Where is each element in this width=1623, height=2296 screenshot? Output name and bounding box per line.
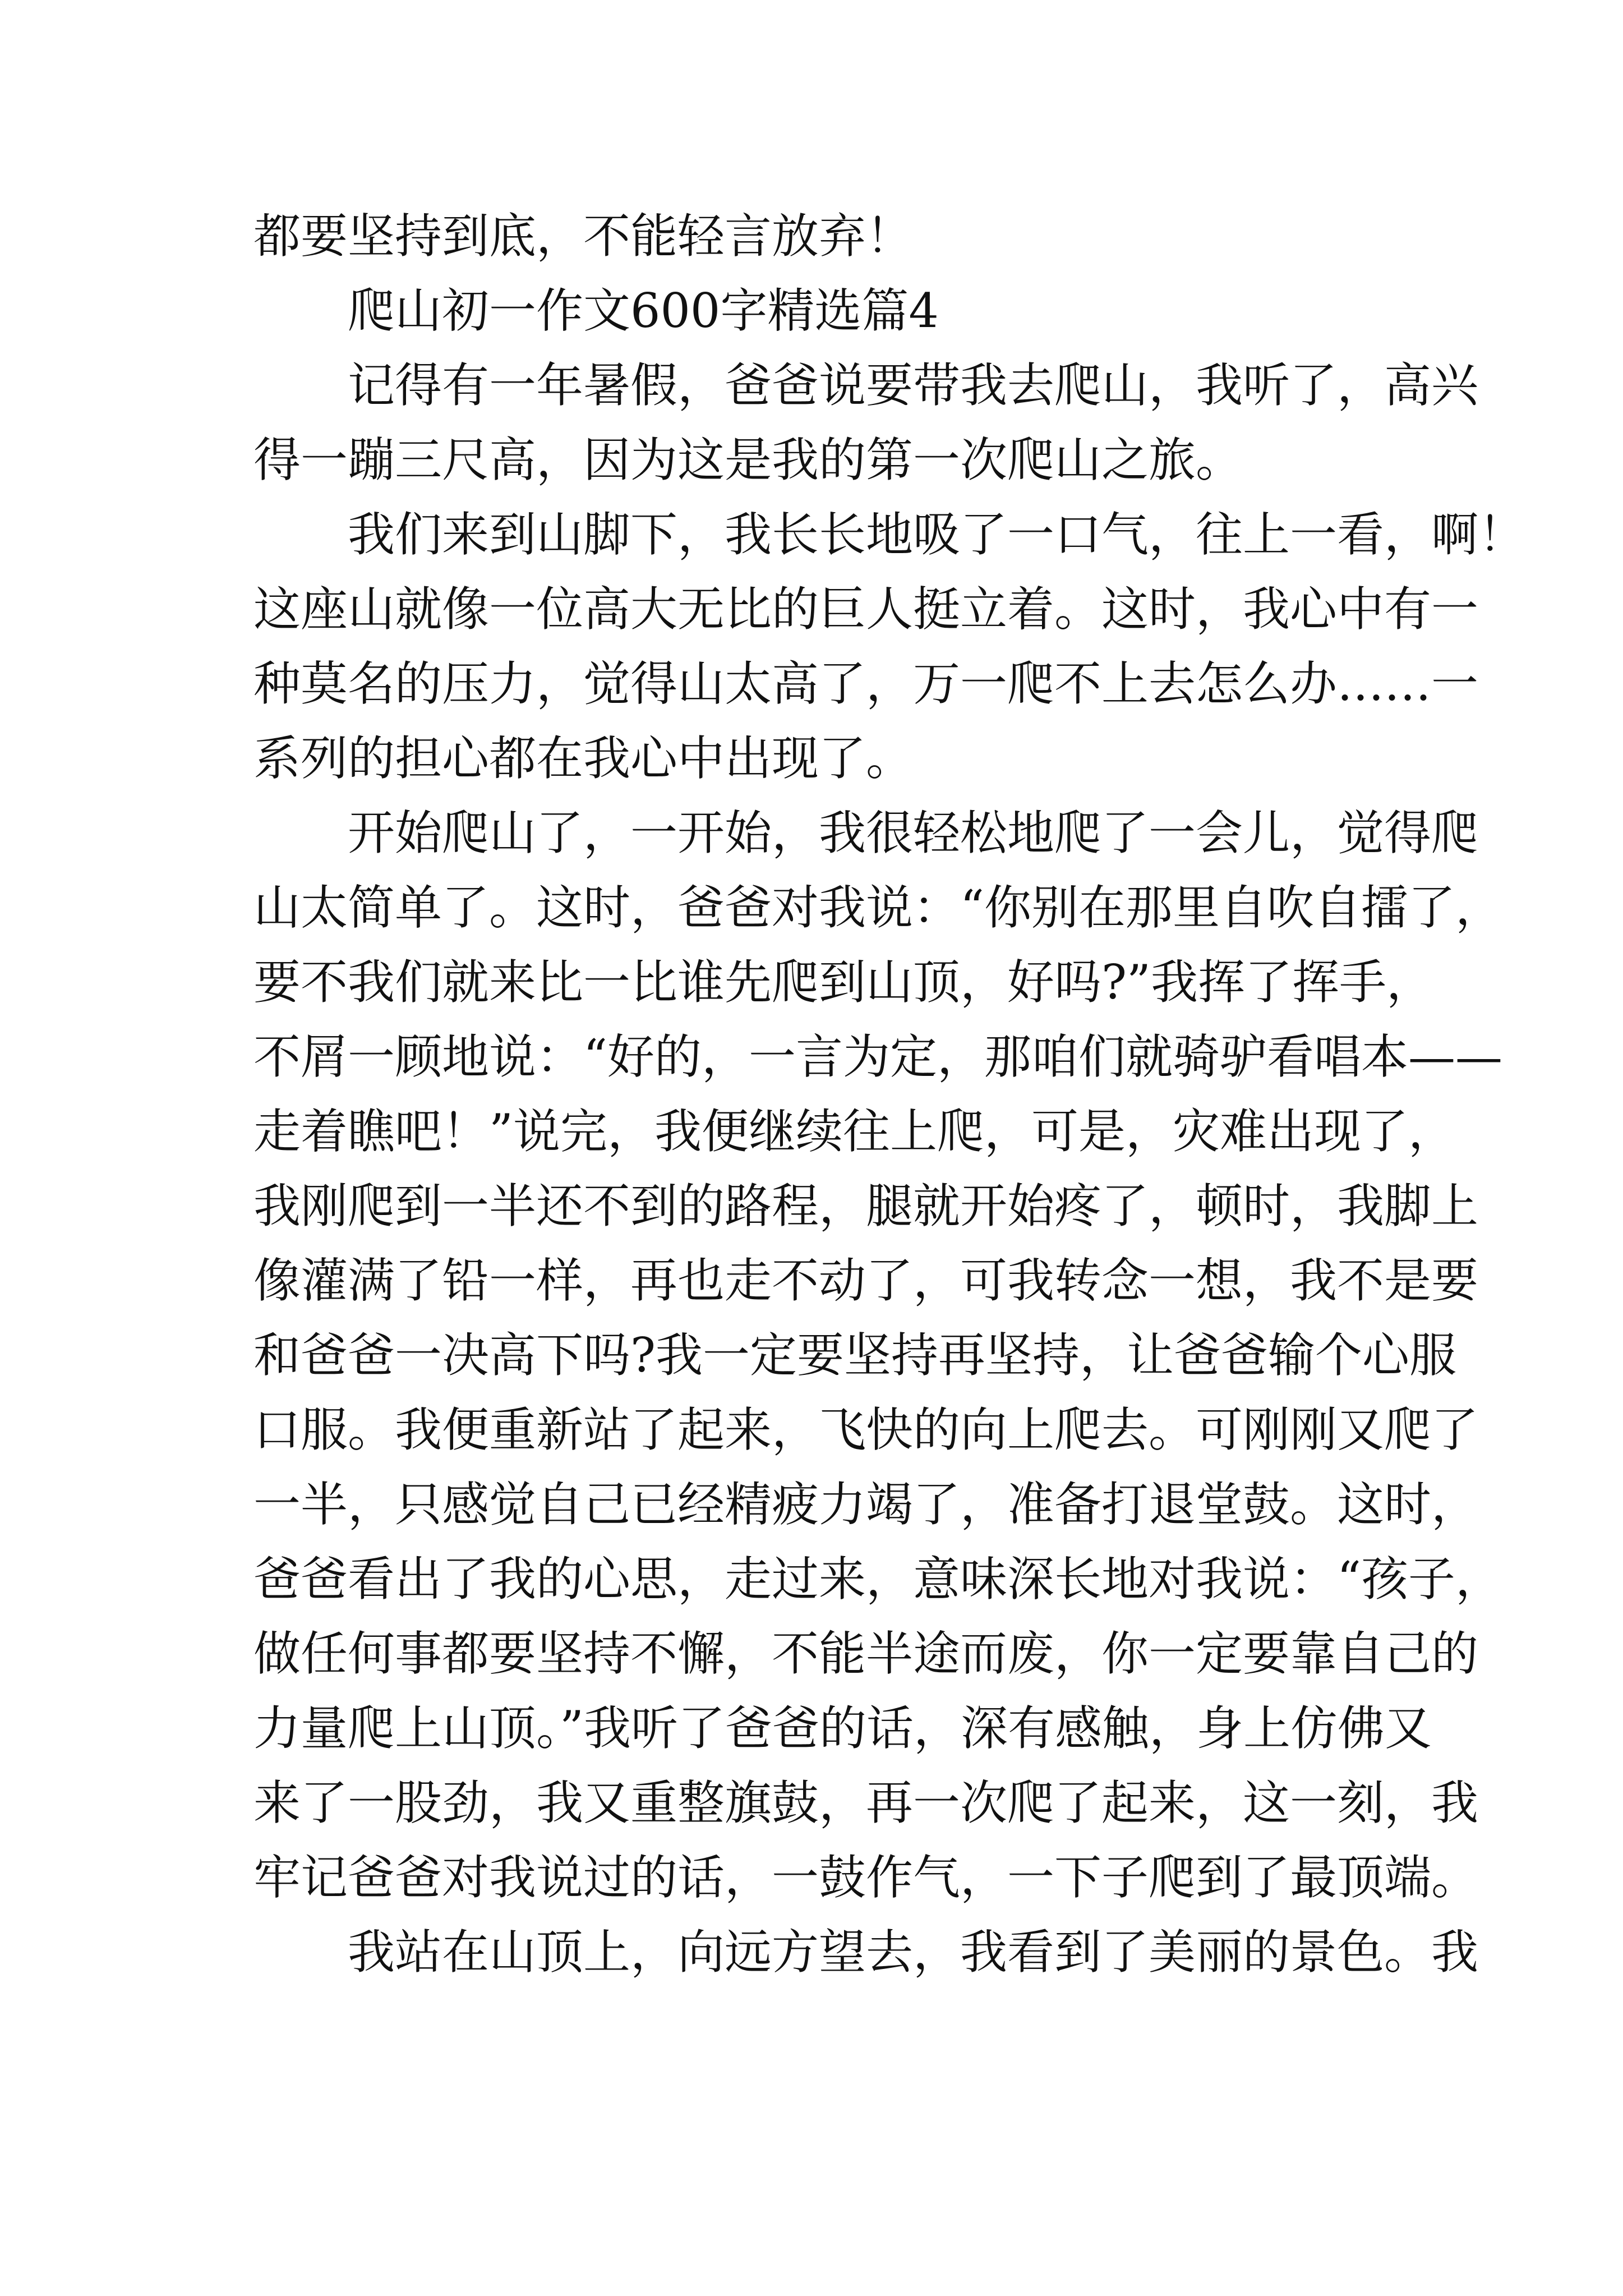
text-line: 我站在山顶上，向远方望去，我看到了美丽的景色。我 xyxy=(348,1925,1479,1980)
text-line: 力量爬上山顶。”我听了爸爸的话，深有感触，身上仿佛又 xyxy=(253,1701,1432,1756)
text-line: 口服。我便重新站了起来，飞快的向上爬去。可刚刚又爬了 xyxy=(253,1402,1479,1457)
section-heading: 爬山初一作文600字精选篇4 xyxy=(348,283,939,338)
text-line: 得一蹦三尺高，因为这是我的第一次爬山之旅。 xyxy=(253,432,1243,487)
text-line: 一半，只感觉自己已经精疲力竭了，准备打退堂鼓。这时， xyxy=(253,1477,1479,1532)
text-line: 不屑一顾地说：“好的，一言为定，那咱们就骑驴看唱本—— xyxy=(253,1029,1502,1084)
text-line: 来了一股劲，我又重整旗鼓，再一次爬了起来，这一刻，我 xyxy=(253,1775,1479,1830)
text-line: 和爸爸一决高下吗?我一定要坚持再坚持，让爸爸输个心服 xyxy=(253,1328,1457,1383)
text-line: 都要坚持到底，不能轻言放弃！ xyxy=(253,209,914,264)
text-line: 我们来到山脚下，我长长地吸了一口气，往上一看，啊！ xyxy=(348,507,1526,562)
text-line: 种莫名的压力，觉得山太高了，万一爬不上去怎么办……一 xyxy=(253,656,1479,711)
text-line: 开始爬山了，一开始，我很轻松地爬了一会儿，觉得爬 xyxy=(348,806,1479,861)
text-line: 要不我们就来比一比谁先爬到山顶，好吗?”我挥了挥手， xyxy=(253,955,1433,1010)
text-line: 爸爸看出了我的心思，走过来，意味深长地对我说：“孩子， xyxy=(253,1552,1502,1607)
text-line: 做任何事都要坚持不懈，不能半途而废，你一定要靠自己的 xyxy=(253,1626,1479,1681)
essay-body xyxy=(253,199,1526,1990)
text-line: 牢记爸爸对我说过的话，一鼓作气，一下子爬到了最顶端。 xyxy=(253,1850,1479,1905)
text-line: 记得有一年暑假，爸爸说要带我去爬山，我听了，高兴 xyxy=(348,358,1479,413)
text-line: 山太简单了。这时，爸爸对我说：“你别在那里自吹自擂了， xyxy=(253,880,1502,935)
text-line: 像灌满了铅一样，再也走不动了，可我转念一想，我不是要 xyxy=(253,1253,1479,1308)
text-line: 走着瞧吧！”说完，我便继续往上爬，可是，灾难出现了， xyxy=(253,1104,1455,1159)
text-line: 我刚爬到一半还不到的路程，腿就开始疼了，顿时，我脚上 xyxy=(253,1179,1479,1234)
text-line: 这座山就像一位高大无比的巨人挺立着。这时，我心中有一 xyxy=(253,582,1479,637)
text-line: 系列的担心都在我心中出现了。 xyxy=(253,731,914,786)
